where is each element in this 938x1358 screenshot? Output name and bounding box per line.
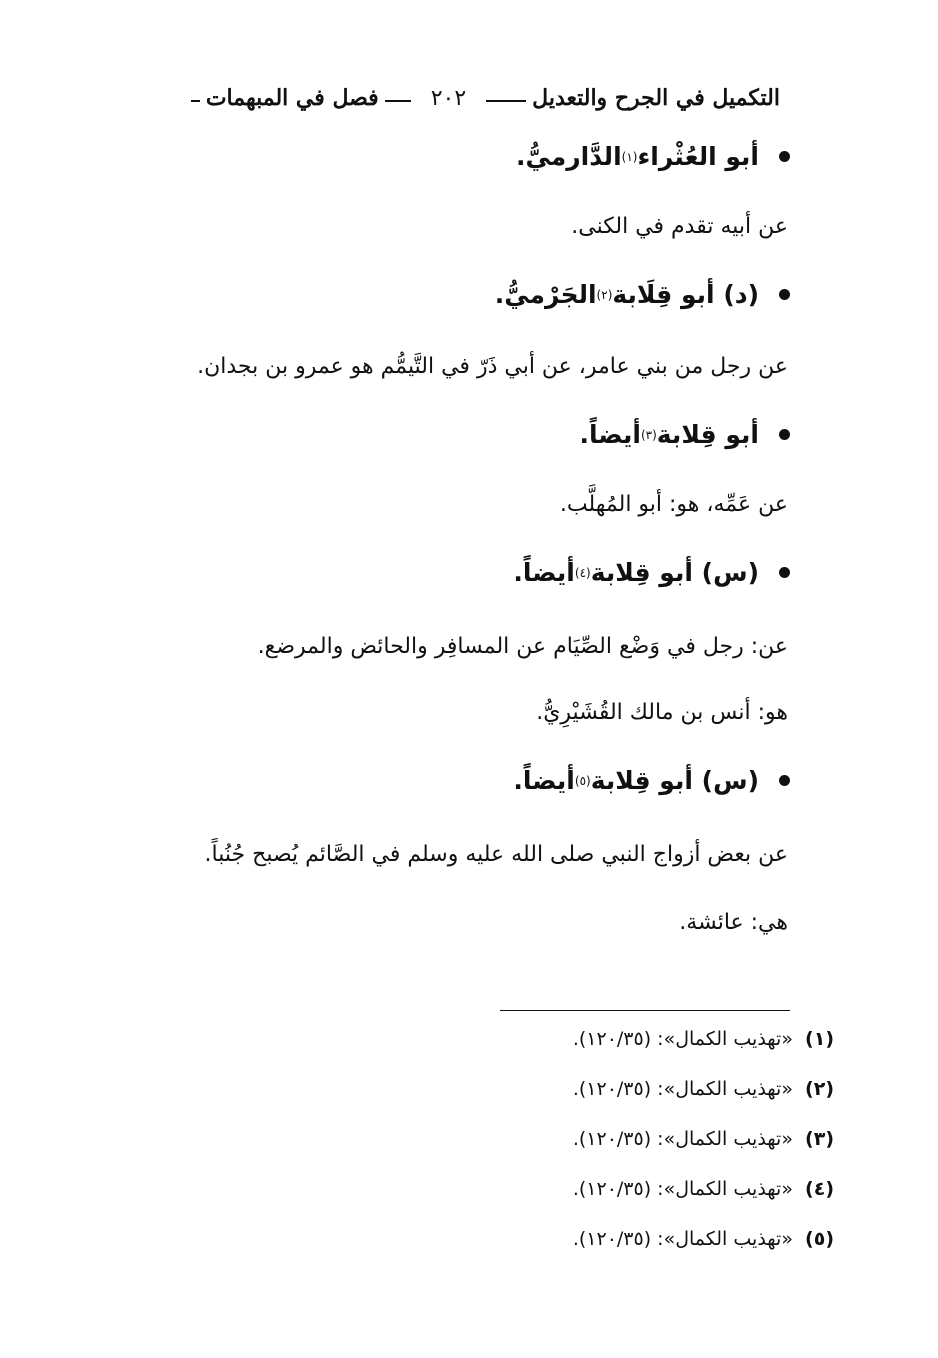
header-dash <box>191 100 200 102</box>
body-line: هو: أنس بن مالك القُشَيْرِيُّ. <box>536 700 788 725</box>
entry-name: (س) أبو قِلابة <box>590 766 759 795</box>
header-dash <box>486 100 526 102</box>
entry-nisba: أيضاً. <box>579 420 641 449</box>
running-head <box>185 78 780 118</box>
footnote-text: «تهذيب الكمال»: (١٢٠/٣٥). <box>572 1228 793 1250</box>
bullet-icon <box>779 775 790 786</box>
footnote <box>573 1028 834 1050</box>
entry-heading <box>516 142 790 171</box>
entry-nisba: الجَرْميُّ. <box>494 280 597 309</box>
body-line: هي: عائشة. <box>679 910 788 935</box>
body-line: عن رجل من بني عامر، عن أبي ذَرّ في التَّيمُّم هو عمرو بن بجدان. <box>197 354 788 379</box>
footnote-number: (١) <box>805 1028 834 1050</box>
footnote-ref: (٥) <box>574 773 591 788</box>
body-line: عن أبيه تقدم في الكنى. <box>571 214 788 239</box>
entry-heading <box>513 558 790 587</box>
body-line: عن بعض أزواج النبي صلى الله عليه وسلم في الصَّائم يُصبح جُنُباً. <box>204 842 788 867</box>
footnote-ref: (١) <box>621 149 638 164</box>
footnote-number: (٣) <box>805 1128 834 1150</box>
footnote-text: «تهذيب الكمال»: (١٢٠/٣٥). <box>572 1078 793 1100</box>
entry-name: أبو العُثْراء <box>637 142 759 171</box>
entry-heading <box>495 280 790 309</box>
entry-heading <box>513 766 790 795</box>
header-dash <box>385 100 411 102</box>
footnote-number: (٢) <box>805 1078 834 1100</box>
footnote <box>573 1178 834 1200</box>
footnote <box>573 1228 834 1250</box>
body-line: عن عَمِّه، هو: أبو المُهلَّب. <box>559 492 788 517</box>
entry-nisba: أيضاً. <box>513 766 575 795</box>
footnote <box>573 1128 834 1150</box>
footnote <box>573 1078 834 1100</box>
bullet-icon <box>779 567 790 578</box>
page-number: ٢٠٢ <box>430 85 467 111</box>
footnote-number: (٥) <box>805 1228 834 1250</box>
bullet-icon <box>779 429 790 440</box>
section-title: فصل في المبهمات <box>205 85 379 111</box>
footnote-number: (٤) <box>805 1178 834 1200</box>
footnote-ref: (٢) <box>596 287 613 302</box>
entry-nisba: أيضاً. <box>513 558 575 587</box>
footnote-text: «تهذيب الكمال»: (١٢٠/٣٥). <box>572 1028 793 1050</box>
body-line: عن: رجل في وَضْع الصِّيَام عن المسافِر والحائض والمرضع. <box>257 634 788 659</box>
footnote-ref: (٤) <box>574 565 591 580</box>
entry-heading <box>579 420 790 449</box>
footnote-divider <box>500 1010 790 1011</box>
bullet-icon <box>779 151 790 162</box>
entry-name: أبو قِلابة <box>656 420 759 449</box>
book-title: التكميل في الجرح والتعديل <box>532 85 780 111</box>
entry-name: (د) أبو قِلَابة <box>612 280 759 309</box>
footnote-text: «تهذيب الكمال»: (١٢٠/٣٥). <box>572 1178 793 1200</box>
footnote-ref: (٣) <box>640 427 657 442</box>
entry-name: (س) أبو قِلابة <box>590 558 759 587</box>
entry-nisba: الدَّارميُّ. <box>516 142 622 171</box>
bullet-icon <box>779 289 790 300</box>
footnote-text: «تهذيب الكمال»: (١٢٠/٣٥). <box>572 1128 793 1150</box>
